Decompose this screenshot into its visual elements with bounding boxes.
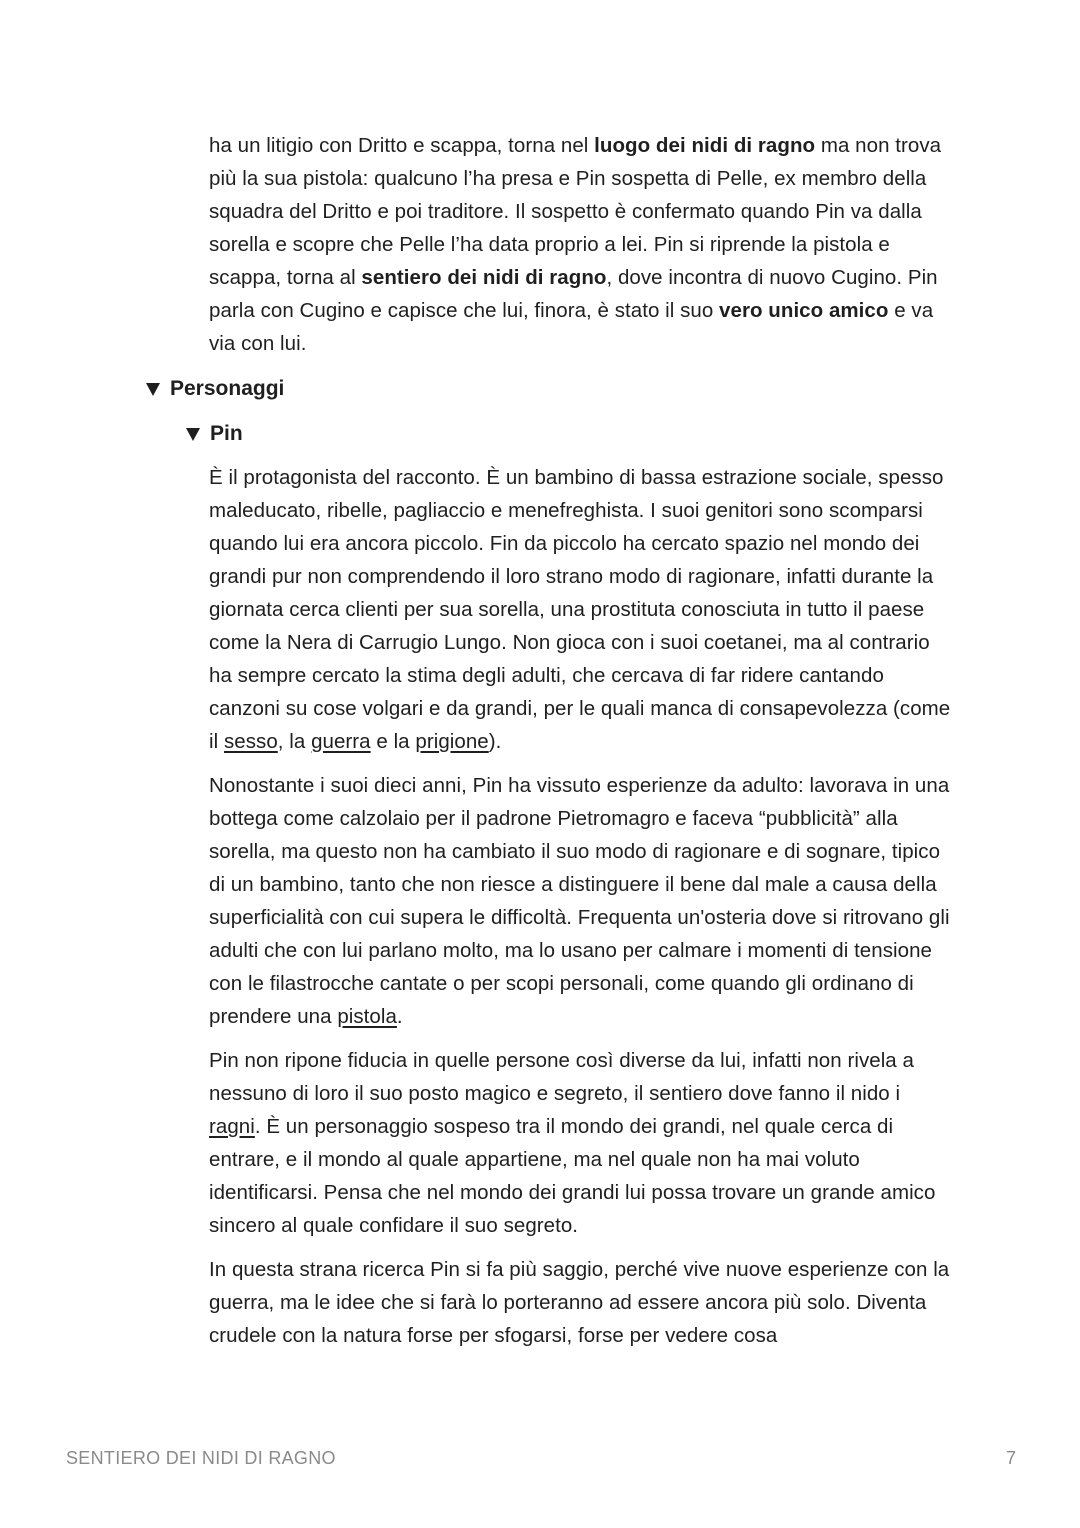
link-ragni[interactable]: ragni (209, 1115, 255, 1138)
text-run: Pin non ripone fiducia in quelle persone così diverse da lui, infatti non rivela a nessuno di loro il suo posto magico e segreto, il sentiero dove fanno il nido i (209, 1049, 914, 1105)
toggle-pin[interactable] (186, 419, 243, 449)
paragraph (209, 769, 954, 1033)
toggle-label: Personaggi (170, 377, 285, 400)
bold-text: sentiero dei nidi di ragno (361, 266, 607, 289)
link-guerra[interactable]: guerra (311, 730, 371, 753)
text-run: Nonostante i suoi dieci anni, Pin ha vissuto esperienze da adulto: lavorava in una bottega come calzolaio per il padrone Pietromagro e faceva “pubblicità” alla sorella, ma questo non ha cambiato il suo modo di ragionare e di sognare, tipico di un bambino, tanto che non riesce a distinguere il bene dal male a causa della superficialità con cui supera le difficoltà. Frequenta un'osteria dove si ritrovano gli adulti che con lui parlano molto, ma lo usano per calmare i momenti di tensione con le filastrocche cantate o per scopi personali, come quando gli ordinano di prendere una (209, 774, 950, 1028)
link-prigione[interactable]: prigione (415, 730, 489, 753)
text-run: e la (370, 730, 416, 753)
text-run: , la (277, 730, 312, 753)
paragraph (209, 461, 954, 758)
text-run: ). (488, 730, 502, 753)
paragraph (209, 1044, 954, 1242)
pin-section-body (209, 461, 954, 1363)
footer-document-title: SENTIERO DEI NIDI DI RAGNO (66, 1448, 336, 1468)
paragraph: In questa strana ricerca Pin si fa più saggio, perché vive nuove esperienze con la guerra, ma le idee che si farà lo porteranno ad essere ancora più solo. Diventa crudele con la natura forse per sfogarsi, forse per vedere cosa (209, 1258, 950, 1347)
bold-text: luogo dei nidi di ragno (594, 134, 816, 157)
text-run: , dove incontra di nuovo Cugino. Pin parla con Cugino e capisce che lui, finora, è stato il suo (209, 266, 938, 322)
bold-text: vero unico amico (719, 299, 889, 322)
triangle-down-icon[interactable] (146, 383, 160, 396)
text-run: . (396, 1005, 403, 1028)
footer-page-number: 7 (1005, 1448, 1016, 1468)
link-sesso[interactable]: sesso (223, 730, 278, 753)
text-run: e va via con lui. (209, 299, 934, 355)
text-run: . È un personaggio sospeso tra il mondo dei grandi, nel quale cerca di entrare, e il mondo al quale appartiene, ma nel quale non ha mai voluto identificarsi. Pensa che nel mondo dei grandi lui possa trovare un grande amico sincero al quale confidare il suo segreto. (209, 1115, 936, 1237)
text-run: È il protagonista del racconto. È un bambino di bassa estrazione sociale, spesso maleducato, ribelle, pagliaccio e menefreghista. I suoi genitori sono scomparsi quando lui era ancora piccolo. Fin da piccolo ha cercato spazio nel mondo dei grandi pur non comprendendo il loro strano modo di ragionare, infatti durante la giornata cerca clienti per sua sorella, una prostituta conosciuta in tutto il paese come la Nera di Carrugio Lungo. Non gioca con i suoi coetanei, ma al contrario ha sempre cercato la stima degli adulti, che cercava di far ridere cantando canzoni su cose volgari e da grandi, per le quali manca di consapevolezza (come il (209, 466, 951, 753)
triangle-down-icon[interactable] (186, 428, 200, 441)
link-pistola[interactable]: pistola (337, 1005, 397, 1028)
toggle-label: Pin (210, 422, 243, 445)
toggle-personaggi[interactable] (146, 374, 284, 404)
text-run: ha un litigio con Dritto e scappa, torna nel (209, 134, 595, 157)
text-run: ma non trova più la sua pistola: qualcuno l’ha presa e Pin sospetta di Pelle, ex membro della squadra del Dritto e poi traditore. Il sospetto è confermato quando Pin va dalla sorella e scopre che Pelle l’ha data proprio a lei. Pin si riprende la pistola e scappa, torna al (209, 134, 942, 289)
plot-summary-continuation (209, 129, 954, 371)
paragraph (209, 129, 954, 360)
